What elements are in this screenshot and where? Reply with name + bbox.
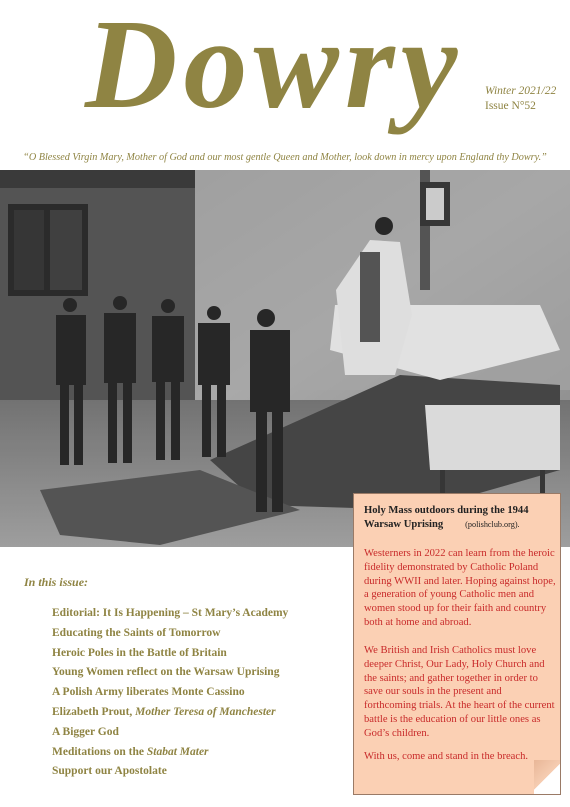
- contents-item[interactable]: Editorial: It Is Happening – St Mary’s Academy: [52, 607, 289, 619]
- contents-heading: In this issue:: [24, 575, 89, 589]
- magazine-title: Dowry: [85, 0, 464, 135]
- edition-label: Winter 2021/22: [485, 85, 557, 97]
- contents-item[interactable]: Educating the Saints of Tomorrow: [52, 626, 221, 639]
- contents-item[interactable]: A Bigger God: [52, 725, 119, 738]
- caption-paragraph: Westerners in 2022 can learn from the heroic fidelity demonstrated by Catholic Poland during WWII and later. Hoping against hope, a generation of young Catholic men and women stood up for their faith and country both at home and abroad.: [364, 548, 556, 628]
- page-curl: [534, 760, 560, 794]
- issue-info: [485, 84, 570, 114]
- photo-caption-box: [353, 493, 561, 795]
- contents-item[interactable]: Support our Apostolate: [52, 765, 167, 778]
- contents-item[interactable]: Heroic Poles in the Battle of Britain: [52, 646, 227, 659]
- cover-photo: [0, 170, 570, 547]
- contents-item[interactable]: A Polish Army liberates Monte Cassino: [52, 686, 245, 699]
- caption-title: Holy Mass outdoors during the 1944 Warsaw Uprising (polishclub.org).: [364, 505, 529, 530]
- caption-paragraph: With us, come and stand in the breach.: [364, 751, 529, 762]
- photo-credit: (polishclub.org).: [465, 520, 520, 529]
- caption-paragraph: We British and Irish Catholics must love deeper Christ, Our Lady, Holy Church and the saints; and gather together in order to save our souls in the present and forthcoming trials. At the heart of the current battle is the education of our little ones as God’s children.: [364, 645, 555, 739]
- contents-item[interactable]: Elizabeth Prout, Mother Teresa of Manchester: [52, 705, 276, 718]
- dedication-prayer: “O Blessed Virgin Mary, Mother of God and our most gentle Queen and Mother, look down in mercy upon England thy Dowry.”: [23, 152, 547, 163]
- contents-item[interactable]: Young Women reflect on the Warsaw Uprising: [52, 666, 280, 679]
- warsaw-mass-photo: [0, 170, 570, 547]
- masthead: [85, 0, 495, 135]
- contents-list: [52, 604, 288, 782]
- contents-item[interactable]: Meditations on the Stabat Mater: [52, 745, 209, 758]
- issue-number: Issue N°52: [485, 100, 536, 112]
